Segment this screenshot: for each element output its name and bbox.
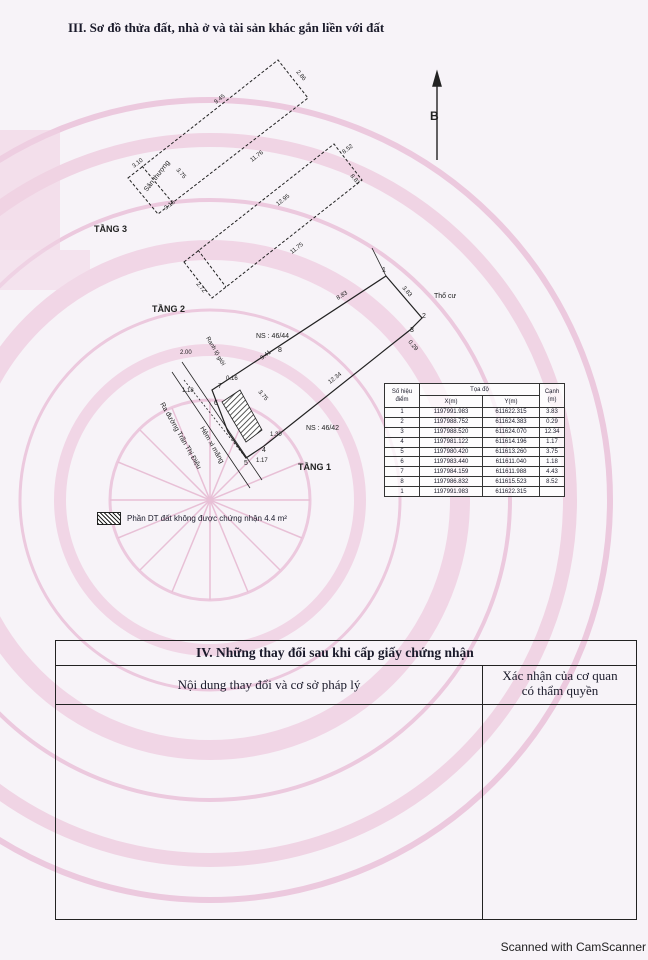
north-label: B — [430, 109, 439, 123]
point-7: 7 — [218, 383, 222, 390]
dim-852: 8.52 — [341, 143, 355, 156]
coord-cell-e: 3.83 — [540, 408, 565, 418]
coord-cell-p: 6 — [385, 457, 420, 467]
coord-cell-e: 0.29 — [540, 417, 565, 427]
neighbor-bottom-label: NS : 46/42 — [306, 425, 340, 432]
coord-cell-p: 4 — [385, 437, 420, 447]
road-label: Ra đường Trần Thị Điệu — [158, 401, 203, 471]
coord-cell-e: 1.18 — [540, 457, 565, 467]
coord-cell-x: 1197981.122 — [420, 437, 483, 447]
authority-header-line-1: Xác nhận của cơ quan — [502, 668, 618, 683]
coord-cell-y: 611615.523 — [483, 477, 540, 487]
coord-row — [385, 447, 565, 457]
parcel-type-label: Thổ cư — [434, 293, 457, 300]
terrace-label: Sân thượng — [143, 159, 172, 194]
coord-row — [385, 487, 565, 497]
coord-cell-e: 4.43 — [540, 467, 565, 477]
coord-cell-y: 611614.196 — [483, 437, 540, 447]
header-point: Số hiệu điểm — [385, 384, 420, 408]
dim-130: 1.30 — [270, 432, 282, 438]
coord-row — [385, 437, 565, 447]
uncertified-area-hatch — [222, 390, 262, 442]
point-3: 3 — [410, 327, 414, 334]
coord-cell-y: 611622.315 — [483, 487, 540, 497]
dim-945: 9.45 — [213, 93, 227, 106]
coord-cell-p: 7 — [385, 467, 420, 477]
dim-029: 0.29 — [406, 339, 419, 353]
legend-hatch-swatch — [97, 512, 121, 525]
coord-cell-e: 3.75 — [540, 447, 565, 457]
authority-header-line-2: có thẩm quyền — [521, 683, 599, 698]
coord-cell-p: 1 — [385, 487, 420, 497]
dim-118: 1.18 — [182, 388, 194, 394]
coord-cell-p: 1 — [385, 408, 420, 418]
dim-341: 3.41 — [259, 349, 273, 362]
coord-cell-e: 8.52 — [540, 477, 565, 487]
coord-cell-x: 1197988.520 — [420, 427, 483, 437]
floor-1-label: TẦNG 1 — [298, 462, 332, 472]
section-4-title: IV. Những thay đổi sau khi cấp giấy chứng nhận — [56, 641, 636, 666]
dim-1176: 11.76 — [249, 149, 265, 164]
coord-cell-x: 1197980.420 — [420, 447, 483, 457]
changes-column-divider — [482, 666, 483, 919]
legend-text: Phần DT đất không được chứng nhận 4.4 m² — [127, 514, 287, 523]
dim-315: 3.15 — [163, 199, 177, 212]
dim-272: 2.72 — [194, 281, 207, 295]
point-5: 5 — [244, 460, 248, 467]
dim-286: 2.86 — [294, 69, 307, 83]
neighbor-top-label: NS : 46/44 — [256, 333, 290, 340]
changes-authority-header — [484, 668, 636, 698]
point-2: 2 — [422, 313, 426, 320]
point-4: 4 — [262, 447, 266, 454]
coord-cell-y: 611624.070 — [483, 427, 540, 437]
dim-1234: 12.34 — [327, 371, 344, 386]
header-y: Y(m) — [483, 396, 540, 408]
header-coords: Tọa độ — [420, 384, 540, 396]
coord-cell-x: 1197983.440 — [420, 457, 483, 467]
coord-cell-e: 1.17 — [540, 437, 565, 447]
changes-header-row — [56, 666, 636, 705]
coord-cell-e: 12.34 — [540, 427, 565, 437]
coord-row — [385, 477, 565, 487]
coord-cell-y: 611622.315 — [483, 408, 540, 418]
coord-row — [385, 417, 565, 427]
point-1: 1 — [382, 267, 386, 274]
legend — [97, 512, 287, 525]
coord-cell-p: 2 — [385, 417, 420, 427]
coord-cell-p: 8 — [385, 477, 420, 487]
dim-881: 8.81 — [348, 173, 361, 187]
section-3-title: III. Sơ đồ thửa đất, nhà ở và tài sản khác gắn liền với đất — [68, 20, 385, 35]
floor-3-outline — [128, 60, 308, 214]
header-x: X(m) — [420, 396, 483, 408]
floor-2-label: TẦNG 2 — [152, 304, 186, 314]
dim-375b: 3.75 — [174, 167, 187, 181]
dim-375a: 3.75 — [256, 389, 269, 403]
dim-200: 2.00 — [180, 350, 192, 356]
coord-cell-y: 611611.040 — [483, 457, 540, 467]
dim-117: 1.17 — [256, 458, 268, 464]
coord-cell-y: 611611.988 — [483, 467, 540, 477]
coord-cell-x: 1197986.832 — [420, 477, 483, 487]
coord-row — [385, 408, 565, 418]
scanner-watermark: Scanned with CamScanner — [500, 940, 646, 954]
alley-label: Hẻm xi măng — [198, 425, 225, 465]
dim-016: 0.16 — [226, 376, 238, 382]
coordinate-table — [384, 383, 565, 497]
coord-cell-p: 5 — [385, 447, 420, 457]
coord-row — [385, 427, 565, 437]
dim-1175: 11.75 — [289, 241, 305, 256]
floor-3-label: TẦNG 3 — [94, 224, 128, 234]
coord-cell-x: 1197991.983 — [420, 408, 483, 418]
coord-cell-e — [540, 487, 565, 497]
dim-1295: 12.95 — [275, 193, 292, 208]
setback-label: Ranh lộ giới — [204, 336, 226, 367]
coord-row — [385, 467, 565, 477]
dim-383: 3.83 — [400, 285, 413, 299]
coord-cell-x: 1197991.983 — [420, 487, 483, 497]
coord-row — [385, 457, 565, 467]
coord-cell-y: 611613.260 — [483, 447, 540, 457]
dim-310: 3.10 — [131, 157, 145, 170]
point-8: 8 — [278, 347, 282, 354]
changes-content-header: Nội dung thay đổi và cơ sở pháp lý — [177, 677, 361, 692]
floor-2-outline — [184, 144, 362, 298]
changes-table — [55, 640, 637, 920]
coord-cell-y: 611624.383 — [483, 417, 540, 427]
coord-cell-x: 1197984.159 — [420, 467, 483, 477]
dim-883: 8.83 — [335, 290, 349, 302]
point-6: 6 — [214, 400, 218, 407]
coord-cell-p: 3 — [385, 427, 420, 437]
coord-cell-x: 1197988.752 — [420, 417, 483, 427]
header-edge: Cạnh (m) — [540, 384, 565, 408]
